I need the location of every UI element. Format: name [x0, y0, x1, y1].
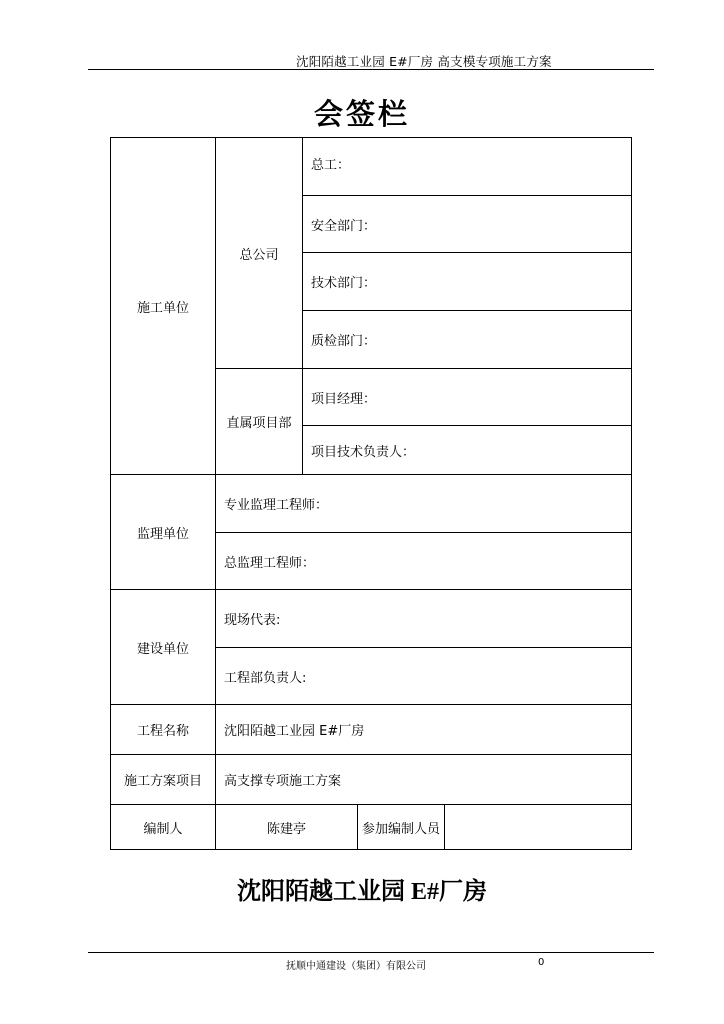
page-number: 0	[538, 957, 545, 968]
project-title: 沈阳陌越工业园 E#厂房	[236, 879, 487, 905]
tech-dept-field[interactable]: 技术部门：	[303, 253, 632, 311]
chief-engineer-field[interactable]: 总工：	[303, 138, 632, 196]
engineering-dept-lead-field[interactable]: 工程部负责人:	[216, 648, 632, 705]
running-header: 沈阳陌越工业园 E#厂房 高支模专项施工方案	[296, 54, 552, 69]
owner-unit-label: 建设单位	[111, 590, 216, 705]
participants-label: 参加编制人员	[358, 805, 445, 850]
project-dept-label: 直属项目部	[216, 369, 303, 475]
page-title: 会签栏	[313, 97, 410, 131]
project-name-value: 沈阳陌越工业园 E#厂房	[216, 705, 632, 755]
footer-company: 抚顺中通建设（集团）有限公司	[286, 961, 426, 972]
project-name-label: 工程名称	[111, 705, 216, 755]
specialist-supervisor-field[interactable]: 专业监理工程师：	[216, 475, 632, 533]
project-tech-lead-field[interactable]: 项目技术负责人：	[303, 426, 632, 475]
head-office-label: 总公司	[216, 138, 303, 369]
chief-supervisor-field[interactable]: 总监理工程师：	[216, 533, 632, 590]
plan-item-label: 施工方案项目	[111, 755, 216, 805]
compiler-label: 编制人	[111, 805, 216, 850]
project-manager-field[interactable]: 项目经理：	[303, 369, 632, 426]
construction-unit-label: 施工单位	[111, 138, 216, 475]
header-rule	[88, 69, 654, 70]
footer-rule	[88, 952, 654, 953]
site-rep-field[interactable]: 现场代表:	[216, 590, 632, 648]
safety-dept-field[interactable]: 安全部门：	[303, 196, 632, 253]
sign-off-table	[110, 137, 632, 850]
compiler-name: 陈建亭	[216, 805, 358, 850]
participants-field[interactable]	[445, 805, 632, 850]
plan-item-value: 高支撑专项施工方案	[216, 755, 632, 805]
qc-dept-field[interactable]: 质检部门：	[303, 311, 632, 369]
supervision-unit-label: 监理单位	[111, 475, 216, 590]
